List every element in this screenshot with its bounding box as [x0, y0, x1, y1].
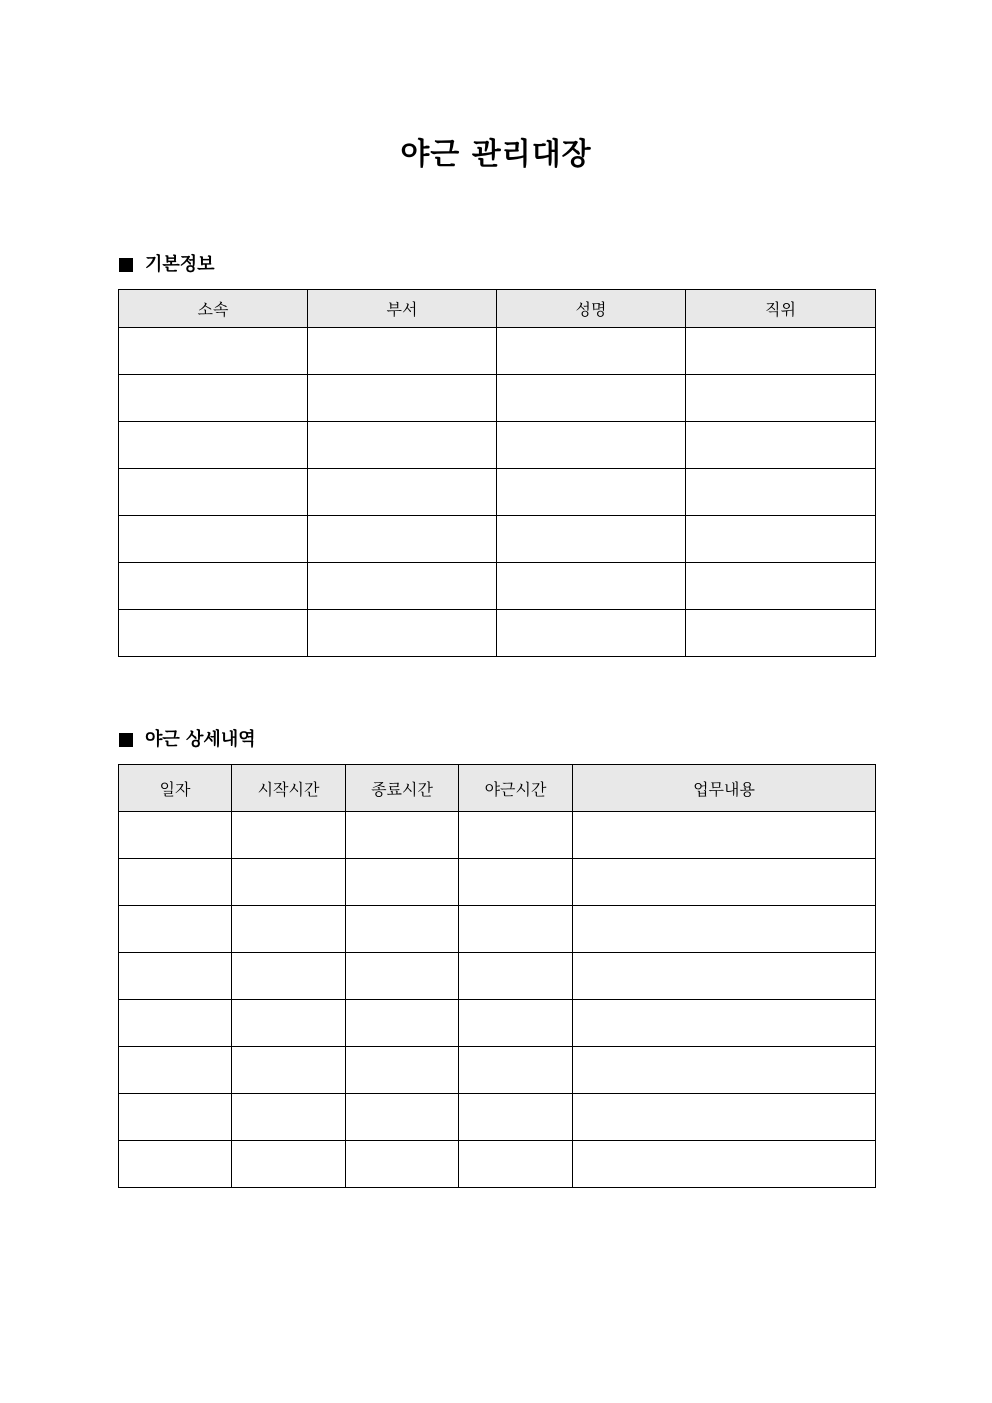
- table-cell[interactable]: [232, 859, 346, 906]
- table-cell[interactable]: [232, 1000, 346, 1047]
- table-row: [119, 812, 876, 859]
- table-row: [119, 1094, 876, 1141]
- table-cell[interactable]: [573, 1141, 876, 1188]
- table-cell[interactable]: [346, 953, 459, 1000]
- table-cell[interactable]: [308, 422, 497, 469]
- table-cell[interactable]: [119, 469, 308, 516]
- table-cell[interactable]: [308, 610, 497, 657]
- table-cell[interactable]: [686, 328, 876, 375]
- table-row: [119, 422, 876, 469]
- table-cell[interactable]: [459, 1094, 573, 1141]
- section-heading-overtime-detail: [119, 728, 256, 752]
- table-row: [119, 516, 876, 563]
- column-header-department: 부서: [308, 290, 497, 328]
- table-row: [119, 563, 876, 610]
- table-row: [119, 1000, 876, 1047]
- column-header-work-content: 업무내용: [573, 765, 876, 812]
- section-heading-label: 기본정보: [145, 254, 215, 275]
- table-cell[interactable]: [119, 1094, 232, 1141]
- table-cell[interactable]: [119, 812, 232, 859]
- table-cell[interactable]: [497, 328, 686, 375]
- overtime-detail-table: [118, 764, 876, 1188]
- table-cell[interactable]: [686, 516, 876, 563]
- table-cell[interactable]: [119, 516, 308, 563]
- table-cell[interactable]: [459, 906, 573, 953]
- table-row: [119, 906, 876, 953]
- table-cell[interactable]: [346, 859, 459, 906]
- table-cell[interactable]: [573, 1000, 876, 1047]
- table-cell[interactable]: [573, 906, 876, 953]
- table-cell[interactable]: [573, 859, 876, 906]
- table-row: [119, 328, 876, 375]
- table-cell[interactable]: [232, 1141, 346, 1188]
- table-cell[interactable]: [497, 516, 686, 563]
- table-cell[interactable]: [686, 563, 876, 610]
- table-cell[interactable]: [232, 953, 346, 1000]
- table-row: [119, 610, 876, 657]
- table-cell[interactable]: [346, 1000, 459, 1047]
- column-header-overtime-hours: 야근시간: [459, 765, 573, 812]
- table-header-row: [119, 290, 876, 328]
- basic-info-table: [118, 289, 876, 657]
- table-cell[interactable]: [346, 812, 459, 859]
- table-cell[interactable]: [119, 422, 308, 469]
- table-cell[interactable]: [308, 516, 497, 563]
- column-header-position: 직위: [686, 290, 876, 328]
- column-header-start-time: 시작시간: [232, 765, 346, 812]
- table-cell[interactable]: [308, 375, 497, 422]
- table-cell[interactable]: [686, 610, 876, 657]
- table-row: [119, 1047, 876, 1094]
- table-cell[interactable]: [119, 563, 308, 610]
- table-cell[interactable]: [119, 610, 308, 657]
- table-cell[interactable]: [232, 1094, 346, 1141]
- square-bullet-icon: [119, 258, 133, 272]
- table-cell[interactable]: [308, 328, 497, 375]
- table-cell[interactable]: [459, 1000, 573, 1047]
- section-heading-label: 야근 상세내역: [145, 729, 256, 750]
- table-cell[interactable]: [686, 422, 876, 469]
- document-title: 야근 관리대장: [400, 137, 592, 172]
- table-cell[interactable]: [686, 375, 876, 422]
- column-header-affiliation: 소속: [119, 290, 308, 328]
- table-row: [119, 859, 876, 906]
- table-cell[interactable]: [119, 859, 232, 906]
- table-cell[interactable]: [497, 375, 686, 422]
- table-cell[interactable]: [119, 328, 308, 375]
- table-cell[interactable]: [119, 953, 232, 1000]
- table-row: [119, 375, 876, 422]
- square-bullet-icon: [119, 733, 133, 747]
- table-cell[interactable]: [459, 859, 573, 906]
- table-cell[interactable]: [346, 1094, 459, 1141]
- table-cell[interactable]: [459, 953, 573, 1000]
- table-cell[interactable]: [686, 469, 876, 516]
- table-cell[interactable]: [459, 812, 573, 859]
- table-cell[interactable]: [346, 1047, 459, 1094]
- table-cell[interactable]: [459, 1047, 573, 1094]
- table-cell[interactable]: [119, 1141, 232, 1188]
- column-header-end-time: 종료시간: [346, 765, 459, 812]
- table-cell[interactable]: [308, 469, 497, 516]
- table-row: [119, 469, 876, 516]
- table-cell[interactable]: [119, 1000, 232, 1047]
- table-cell[interactable]: [573, 812, 876, 859]
- table-cell[interactable]: [497, 422, 686, 469]
- table-cell[interactable]: [119, 1047, 232, 1094]
- table-cell[interactable]: [346, 1141, 459, 1188]
- table-cell[interactable]: [497, 610, 686, 657]
- table-cell[interactable]: [119, 906, 232, 953]
- column-header-name: 성명: [497, 290, 686, 328]
- table-cell[interactable]: [573, 1047, 876, 1094]
- table-row: [119, 953, 876, 1000]
- table-cell[interactable]: [346, 906, 459, 953]
- table-cell[interactable]: [232, 812, 346, 859]
- table-cell[interactable]: [232, 1047, 346, 1094]
- table-cell[interactable]: [459, 1141, 573, 1188]
- table-cell[interactable]: [308, 563, 497, 610]
- table-cell[interactable]: [119, 375, 308, 422]
- table-cell[interactable]: [497, 469, 686, 516]
- section-heading-basic-info: [119, 253, 215, 277]
- table-cell[interactable]: [497, 563, 686, 610]
- table-header-row: [119, 765, 876, 812]
- column-header-date: 일자: [119, 765, 232, 812]
- table-cell[interactable]: [232, 906, 346, 953]
- table-row: [119, 1141, 876, 1188]
- table-cell[interactable]: [573, 953, 876, 1000]
- table-cell[interactable]: [573, 1094, 876, 1141]
